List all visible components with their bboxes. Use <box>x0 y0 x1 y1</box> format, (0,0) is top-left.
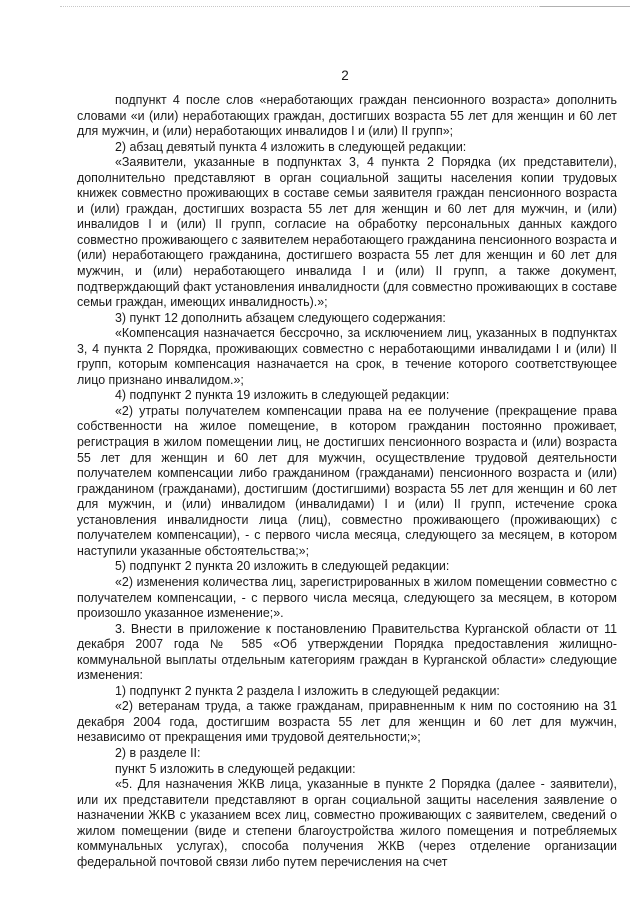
paragraph: 3. Внести в приложение к постановлению Правительства Курганской области от 11 декабря 2007 года № 585 «Об утверждении Порядка предоставления жилищно-коммунальной выплаты отдельным категориям граждан в Курганской области» следующие изменения: <box>77 621 617 683</box>
paragraph: «5. Для назначения ЖКВ лица, указанные в пункте 2 Порядка (далее - заявители), или их представители представляют в орган социальной защиты населения заявление о назначении ЖКВ с указанием всех лиц, совместно проживающих с заявителем, сведений о жилом помещении (виде и степени благоустройства жилого помещения и потребляемых коммунальных услугах), способа получения ЖКВ (через отделение организации федеральной почтовой связи либо путем перечисления на счет <box>77 777 617 869</box>
paragraph: 3) пункт 12 дополнить абзацем следующего содержания: <box>115 310 446 325</box>
paragraph: 1) подпункт 2 пункта 2 раздела I изложить в следующей редакции: <box>115 683 500 698</box>
paragraph: подпункт 4 после слов «неработающих граждан пенсионного возраста» дополнить словами «и (или) неработающих граждан, достигших возраста 55 лет для женщин и 60 лет для мужчин, и (или) неработающих инвалидов I и (или) II групп»; <box>77 93 617 139</box>
paragraph: 2) абзац девятый пункта 4 изложить в следующей редакции: <box>115 139 467 154</box>
paragraph: «2) ветеранам труда, а также гражданам, приравненным к ним по состоянию на 31 декабря 2004 года, достигшим возраста 55 лет для женщин и 60 лет для мужчин, независимо от прекращения ими трудовой деятельности;»; <box>77 699 617 745</box>
paragraph: «2) утраты получателем компенсации права на ее получение (прекращение права собственности на жилое помещение, в котором гражданин постоянно проживает, регистрация в жилом помещении лиц, не достигших пенсионного возраста и (или) возраста 55 лет для женщин и 60 лет для мужчин, осуществление трудовой деятельности получателем компенсации либо гражданином (гражданами) пенсионного возраста и (или) гражданином (гражданами), достигшим (достигшими) возраста 55 лет для женщин и 60 лет для мужчин, и (или) инвалидом (инвалидами) I и (или) II групп, истечение срока установления инвалидности лица (лиц), совместно проживающего (проживающих) с получателем компенсации), - с первого числа месяца, следующего за месяцем, в котором наступили указанные обстоятельства;»; <box>77 403 617 558</box>
paragraph: 5) подпункт 2 пункта 20 изложить в следующей редакции: <box>115 559 450 574</box>
paragraph: «2) изменения количества лиц, зарегистрированных в жилом помещении совместно с получателем компенсации, - с первого числа месяца, следующего за месяцем, в котором произошло указанное изменение;». <box>77 574 617 621</box>
paragraph: «Заявители, указанные в подпунктах 3, 4 пункта 2 Порядка (их представители), дополнительно представляют в орган социальной защиты населения копии трудовых книжек совместно проживающих в составе семьи заявителя граждан пенсионного возраста и (или) граждан, достигших возраста 55 лет для женщин и 60 лет для мужчин, и (или) инвалидов I и (или) II групп, согласие на обработку персональных данных каждого совместно проживающего с заявителем неработающего гражданина пенсионного возраста и (или) неработающего гражданина, достигшего возраста 55 лет для женщин и 60 лет для мужчин, и (или) неработающего инвалида I и (или) II групп, а также документ, подтверждающий факт установления инвалидности (для совместно проживающих в составе семьи граждан, имеющих инвалидность).»; <box>77 155 617 310</box>
page-number: 2 <box>341 68 349 83</box>
paragraph: «Компенсация назначается бессрочно, за исключением лиц, указанных в подпунктах 3, 4 пункта 2 Порядка, проживающих совместно с неработающими инвалидами I и (или) II групп, которым компенсация назначается на срок, в течение которого соответствующее лицо признано инвалидом.»; <box>77 326 617 387</box>
paragraph: пункт 5 изложить в следующей редакции: <box>115 761 356 776</box>
paragraph: 4) подпункт 2 пункта 19 изложить в следующей редакции: <box>115 388 450 403</box>
document-body <box>77 93 617 870</box>
scan-edge-line <box>60 6 630 11</box>
paragraph: 2) в разделе II: <box>115 745 201 760</box>
